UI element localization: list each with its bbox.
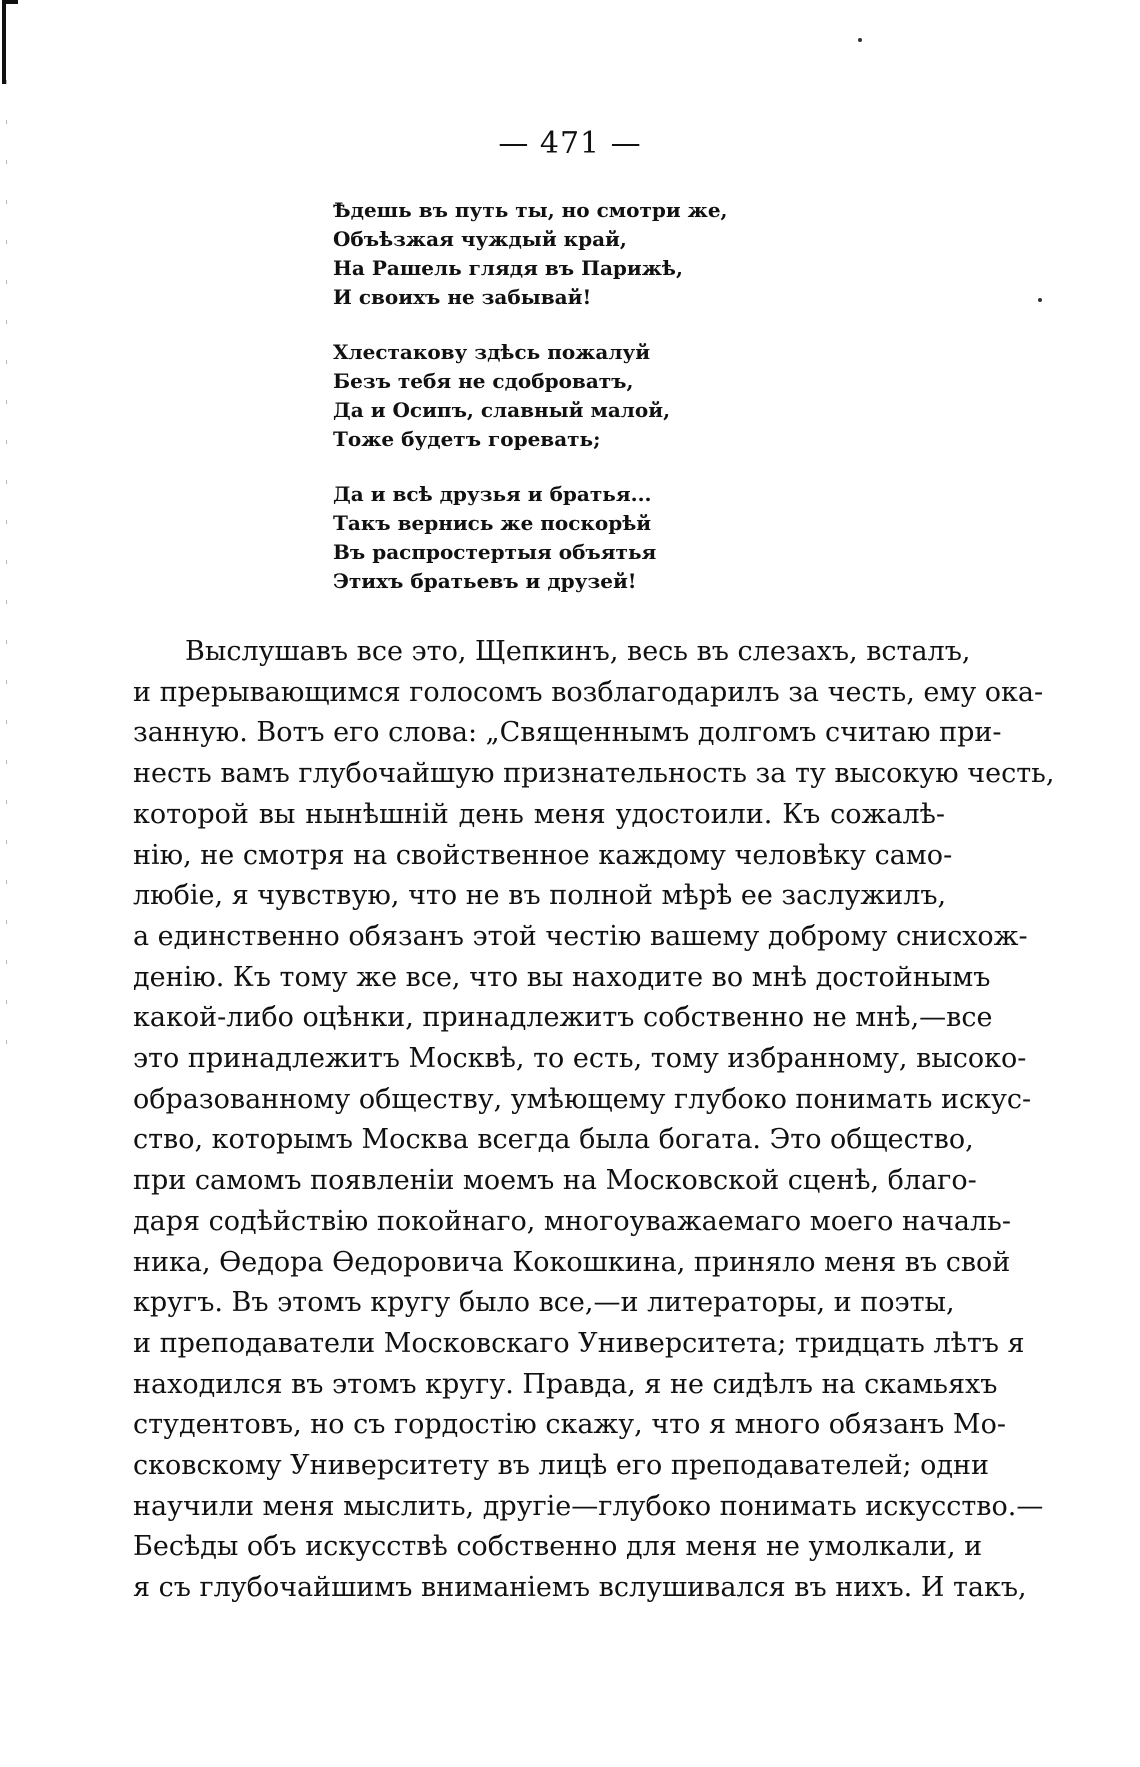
prose-line: при самомъ появленіи моемъ на Московской сценѣ, благо- <box>133 1165 977 1197</box>
prose-line: несть вамъ глубочайшую признательность за ту высокую честь, <box>133 758 1055 790</box>
prose-line: занную. Вотъ его слова: „Священнымъ долгомъ считаю при- <box>133 717 1002 749</box>
poem-stanza <box>333 480 793 596</box>
verse-line: Объѣзжая чуждый край, <box>333 227 627 251</box>
prose-line: даря содѣйствію покойнаго, многоуважаемаго моего началь- <box>133 1205 1011 1237</box>
prose-line: Выслушавъ все это, Щепкинъ, весь въ слезахъ, всталъ, <box>185 636 971 667</box>
print-speck <box>858 38 862 42</box>
prose-line: и преподаватели Московскаго Университета; тридцать лѣтъ я <box>133 1327 1025 1359</box>
prose-line: ника, Ѳедора Ѳедоровича Кокошкина, приняло меня въ свой <box>133 1246 1011 1278</box>
verse-line: Этихъ братьевъ и друзей! <box>333 569 637 593</box>
verse-line: На Рашель глядя въ Парижѣ, <box>333 256 683 280</box>
prose-line: я съ глубочайшимъ вниманіемъ вслушивался въ нихъ. И такъ, <box>133 1572 1027 1604</box>
verse-line: Въ распростертыя объятья <box>333 540 657 564</box>
prose-line: студентовъ, но съ гордостію скажу, что я много обязанъ Мо- <box>133 1409 1006 1441</box>
verse-line: Ѣдешь въ путь ты, но смотри же, <box>333 198 728 222</box>
verse-line: Безъ тебя не сдоброватъ, <box>333 369 634 393</box>
prose-line: нію, не смотря на свойственное каждому человѣку само- <box>133 839 953 871</box>
verse-line: Тоже будетъ горевать; <box>333 427 601 451</box>
page-corner-mark <box>2 0 18 84</box>
page-number: — 471 — <box>498 126 642 161</box>
verse-line: Такъ вернись же поскорѣй <box>333 511 652 535</box>
poem <box>333 196 793 622</box>
prose-line: какой-либо оцѣнки, принадлежитъ собственно не мнѣ,—все <box>133 1002 993 1034</box>
verse-line: И своихъ не забывай! <box>333 285 592 309</box>
prose-line: любіе, я чувствую, что не въ полной мѣрѣ ее заслужилъ, <box>133 880 947 912</box>
verse-line: Да и Осипъ, славный малой, <box>333 398 671 422</box>
prose-line: научили меня мыслить, другіе—глубоко понимать искусство.— <box>133 1490 1044 1522</box>
prose-line: а единственно обязанъ этой честію вашему доброму снисхож- <box>133 920 1028 952</box>
print-speck <box>1038 298 1042 302</box>
verse-line: Да и всѣ друзья и братья... <box>333 482 652 506</box>
prose-line: образованному обществу, умѣющему глубоко понимать искус- <box>133 1083 1032 1115</box>
prose-paragraph <box>133 632 1055 1609</box>
prose-line: это принадлежитъ Москвѣ, то есть, тому избранному, высоко- <box>133 1043 1027 1075</box>
prose-line: сковскому Университету въ лицѣ его преподавателей; одни <box>133 1450 989 1482</box>
prose-line: которой вы нынѣшній день меня удостоили. Къ сожалѣ- <box>133 798 945 830</box>
poem-stanza <box>333 196 793 312</box>
prose-line: и прерывающимся голосомъ возблагодарилъ за честь, ему ока- <box>133 676 1044 708</box>
prose-line: Бесѣды объ искусствѣ собственно для меня не умолкали, и <box>133 1531 983 1563</box>
verse-line: Хлестакову здѣсь пожалуй <box>333 340 651 364</box>
prose-line: кругъ. Въ этомъ кругу было все,—и литераторы, и поэты, <box>133 1287 955 1319</box>
page-edge-shadow <box>6 80 7 1080</box>
prose-line: ство, которымъ Москва всегда была богата. Это общество, <box>133 1124 974 1156</box>
poem-stanza <box>333 338 793 454</box>
prose-line: денію. Къ тому же все, что вы находите во мнѣ достойнымъ <box>133 961 991 993</box>
prose-line: находился въ этомъ кругу. Правда, я не сидѣлъ на скамьяхъ <box>133 1368 998 1400</box>
